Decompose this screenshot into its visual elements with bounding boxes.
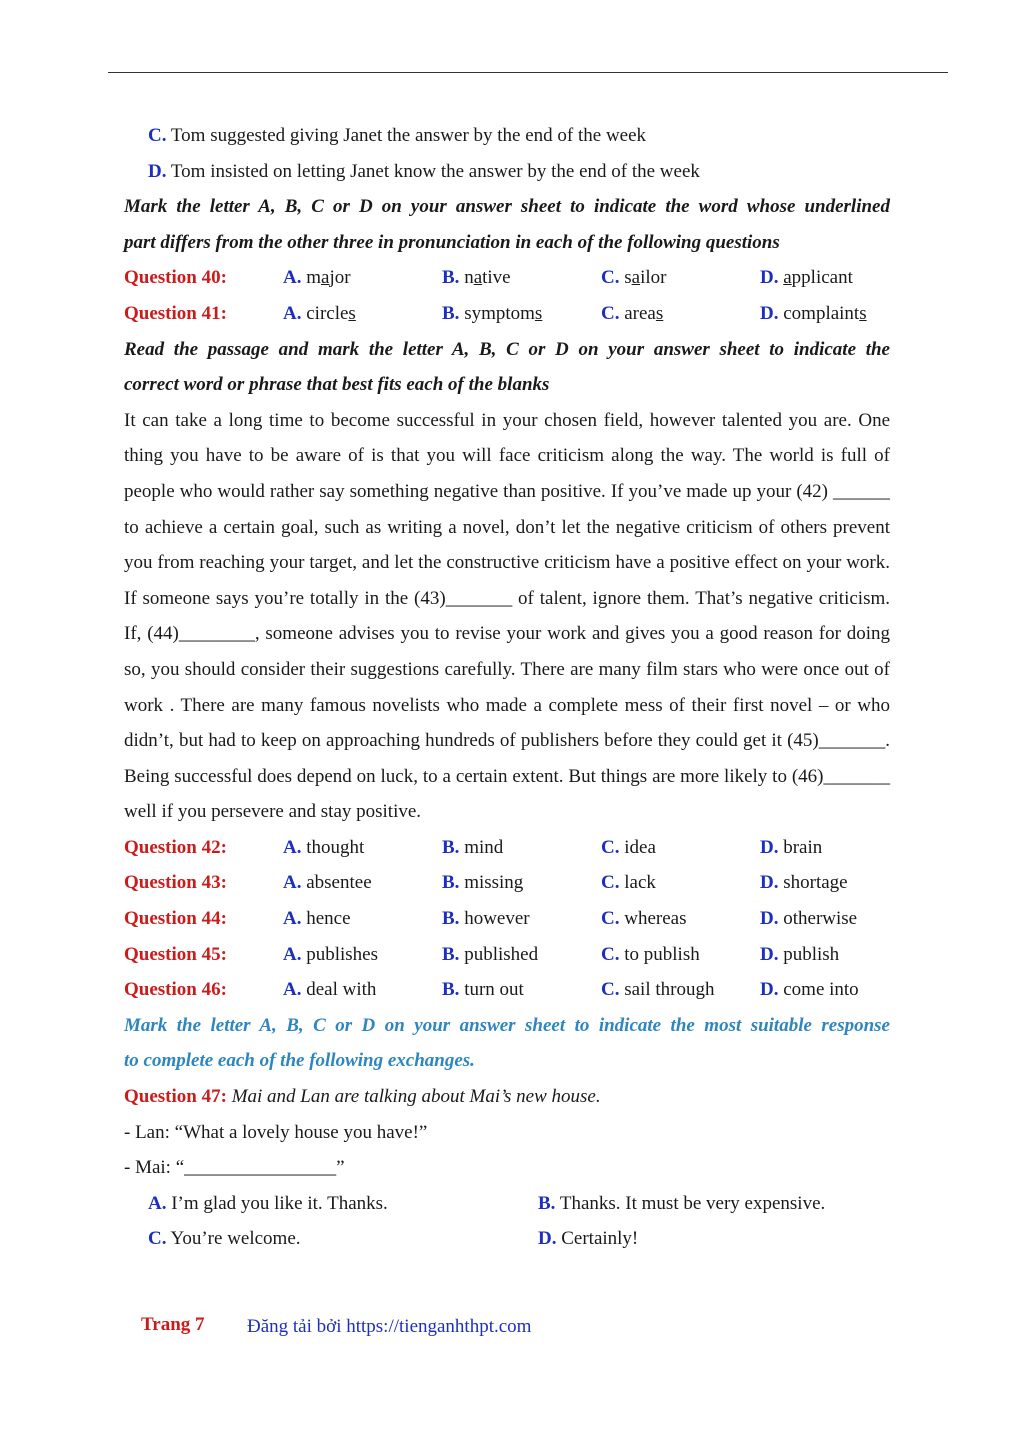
option-a: [283, 937, 378, 973]
question-47: [124, 1079, 890, 1115]
option-letter: C.: [601, 836, 620, 858]
option-letter: D.: [760, 302, 779, 324]
option-c: [601, 296, 663, 332]
option-b: [442, 296, 542, 332]
question-text: Mai and Lan are talking about Mai’s new house.: [231, 1086, 601, 1108]
option-text: Tom suggested giving Janet the answer by the end of the week: [170, 125, 647, 146]
q47-options-row1: [124, 1186, 890, 1222]
q47-options-row2: [124, 1221, 890, 1257]
instruction-pronunciation-line2: part differs from the other three in pronunciation in each of the following questions: [124, 231, 780, 253]
option-letter: D.: [760, 979, 779, 1001]
option-text: turn out: [464, 979, 524, 1001]
option-text: sail through: [624, 979, 715, 1001]
question-label: Question 42:: [124, 836, 227, 858]
option-text-pre: s: [624, 267, 632, 289]
instruction-exchange-line2: to complete each of the following exchanges.: [124, 1050, 475, 1072]
option-text: hence: [306, 908, 351, 930]
option-text: Thanks. It must be very expensive.: [559, 1192, 826, 1214]
option-text: Tom insisted on letting Janet know the answer by the end of the week: [170, 160, 700, 182]
option-text: I’m glad you like it. Thanks.: [171, 1192, 388, 1214]
option-text: come into: [783, 979, 859, 1001]
underlined-part: s: [348, 302, 356, 324]
option-letter: A.: [283, 943, 302, 965]
option-text: however: [464, 908, 530, 930]
underlined-part: a: [631, 267, 641, 289]
option-text-pre: m: [306, 267, 322, 289]
option-d: [760, 830, 822, 866]
option-letter: A.: [283, 979, 302, 1001]
option-letter: D.: [148, 160, 167, 182]
option-a: [283, 865, 372, 901]
option-letter: B.: [442, 267, 460, 289]
option-c: [601, 260, 666, 296]
option-text: publishes: [306, 943, 379, 965]
option-text: whereas: [624, 908, 687, 930]
option-letter: C.: [601, 943, 620, 965]
option-text: to publish: [624, 943, 700, 965]
option-b: [538, 1186, 825, 1222]
option-letter: B.: [442, 872, 460, 894]
option-b: [442, 901, 530, 937]
option-letter: A.: [283, 836, 302, 858]
option-text: deal with: [306, 979, 377, 1001]
option-letter: D.: [760, 267, 779, 289]
instruction-reading-line2: correct word or phrase that best fits each of the blanks: [124, 374, 550, 396]
question-label: Question 45:: [124, 943, 227, 965]
instruction-exchange-line1: Mark the letter A, B, C or D on your answer sheet to indicate the most suitable response: [124, 1014, 890, 1036]
option-letter: B.: [442, 908, 460, 930]
option-letter: C.: [601, 267, 620, 289]
underlined-part: s: [534, 302, 543, 324]
option-letter: D.: [760, 943, 779, 965]
option-text: shortage: [783, 872, 848, 894]
option-text-pre: area: [624, 302, 656, 324]
question-42: [124, 830, 890, 866]
option-text: absentee: [306, 872, 372, 894]
underlined-part: a: [783, 267, 792, 289]
option-d: [538, 1221, 638, 1257]
option-letter: D.: [538, 1228, 557, 1250]
question-label: Question 47:: [124, 1086, 227, 1108]
option-text: mind: [464, 836, 504, 858]
question-label: Question 44:: [124, 908, 227, 930]
option-text: lack: [624, 872, 656, 894]
option-text-post: pplicant: [791, 267, 853, 289]
option-text: missing: [464, 872, 524, 894]
dialogue-line-lan: - Lan: “What a lovely house you have!”: [124, 1121, 428, 1143]
question-46: [124, 972, 890, 1008]
question-43: [124, 865, 890, 901]
option-b: [442, 260, 511, 296]
question-40: [124, 260, 890, 296]
option-a: [148, 1186, 388, 1222]
instruction-reading-line1: Read the passage and mark the letter A, B, C or D on your answer sheet to indicate the: [124, 338, 890, 360]
page-content: [124, 118, 890, 1257]
option-text-pre: complaint: [783, 302, 860, 324]
option-letter: A.: [283, 872, 302, 894]
option-a: [283, 830, 364, 866]
question-45: [124, 937, 890, 973]
option-text-pre: n: [464, 267, 474, 289]
option-b: [442, 830, 503, 866]
page-footer: [141, 1314, 532, 1337]
option-letter: C.: [148, 125, 167, 146]
option-text-post: ilor: [640, 267, 667, 289]
upload-credit-link[interactable]: Đăng tải bởi https://tienganhthpt.com: [247, 1316, 532, 1337]
question-label: Question 43:: [124, 872, 227, 894]
option-d: [760, 260, 853, 296]
page-number: 7: [195, 1314, 205, 1335]
dialogue-line-mai: - Mai: “________________”: [124, 1157, 345, 1179]
option-b: [442, 972, 524, 1008]
option-letter: A.: [283, 267, 302, 289]
option-c: [601, 972, 714, 1008]
option-d: [760, 296, 867, 332]
question-label: Question 41:: [124, 302, 227, 324]
option-letter: C.: [601, 908, 620, 930]
option-text-post: jor: [329, 267, 351, 289]
question-44: [124, 901, 890, 937]
option-a: [283, 972, 376, 1008]
option-d: [760, 972, 859, 1008]
option-letter: B.: [442, 836, 460, 858]
option-text-pre: symptom: [464, 302, 535, 324]
option-letter: C.: [601, 979, 620, 1001]
reading-passage: It can take a long time to become successful in your chosen field, however talented you are. One thing you have to be aware of is that you will face criticism along the way. The world is full of people who would rather say something negative than positive. If you’ve made up your (42) ______ to achieve a certain goal, such as writing a novel, don’t let the negative criticism of others prevent you from reaching your target, and let the constructive criticism have a positive effect on your work. If someone says you’re totally in the (43)_______ of talent, ignore them. That’s negative criticism. If, (44)________, someone advises you to revise your work and gives you a good reason for doing so, you should consider their suggestions carefully. There are many film stars who were once out of work . There are many famous novelists who made a complete mess of their first novel – or who didn’t, but had to keep on approaching hundreds of publishers before they could get it (45)_______. Being successful does depend on luck, to a certain extent. But things are more likely to (46)_______ well if you persevere and stay positive.: [124, 409, 890, 823]
option-b: [442, 937, 538, 973]
option-letter: A.: [283, 302, 302, 324]
option-c: [601, 830, 656, 866]
option-text: brain: [783, 836, 823, 858]
underlined-part: s: [655, 302, 664, 324]
option-text: otherwise: [783, 908, 858, 930]
option-text-pre: circle: [306, 302, 349, 324]
option-d: [760, 865, 848, 901]
underlined-part: s: [859, 302, 867, 324]
option-text: published: [464, 943, 539, 965]
option-text: publish: [783, 943, 840, 965]
question-label: Question 40:: [124, 267, 227, 289]
option-text: idea: [624, 836, 656, 858]
option-letter: D.: [760, 872, 779, 894]
option-text: Certainly!: [561, 1228, 639, 1250]
option-c: [601, 865, 656, 901]
option-letter: B.: [442, 943, 460, 965]
option-letter: D.: [760, 836, 779, 858]
option-text: You’re welcome.: [170, 1228, 301, 1250]
option-d: [760, 901, 857, 937]
option-letter: B.: [442, 979, 460, 1001]
prev-option-c: [124, 118, 890, 154]
option-letter: C.: [148, 1228, 167, 1250]
option-text: thought: [306, 836, 365, 858]
option-letter: C.: [601, 302, 620, 324]
option-letter: D.: [760, 908, 779, 930]
option-c: [601, 937, 700, 973]
underlined-part: a: [321, 267, 330, 289]
question-label: Question 46:: [124, 979, 227, 1001]
header-rule: [108, 72, 948, 73]
prev-option-d: [124, 154, 890, 190]
option-d: [760, 937, 839, 973]
option-a: [283, 901, 351, 937]
option-letter: A.: [148, 1192, 167, 1214]
option-a: [283, 260, 351, 296]
option-letter: C.: [601, 872, 620, 894]
option-letter: A.: [283, 908, 302, 930]
instruction-pronunciation-line1: Mark the letter A, B, C or D on your answer sheet to indicate the word whose underlined: [124, 196, 890, 218]
option-letter: B.: [442, 302, 460, 324]
option-text-post: tive: [482, 267, 511, 289]
option-b: [442, 865, 523, 901]
underlined-part: a: [473, 267, 483, 289]
option-c: [148, 1221, 301, 1257]
question-41: [124, 296, 890, 332]
option-c: [601, 901, 686, 937]
option-a: [283, 296, 356, 332]
option-letter: B.: [538, 1192, 556, 1214]
page-word: Trang: [141, 1314, 191, 1335]
